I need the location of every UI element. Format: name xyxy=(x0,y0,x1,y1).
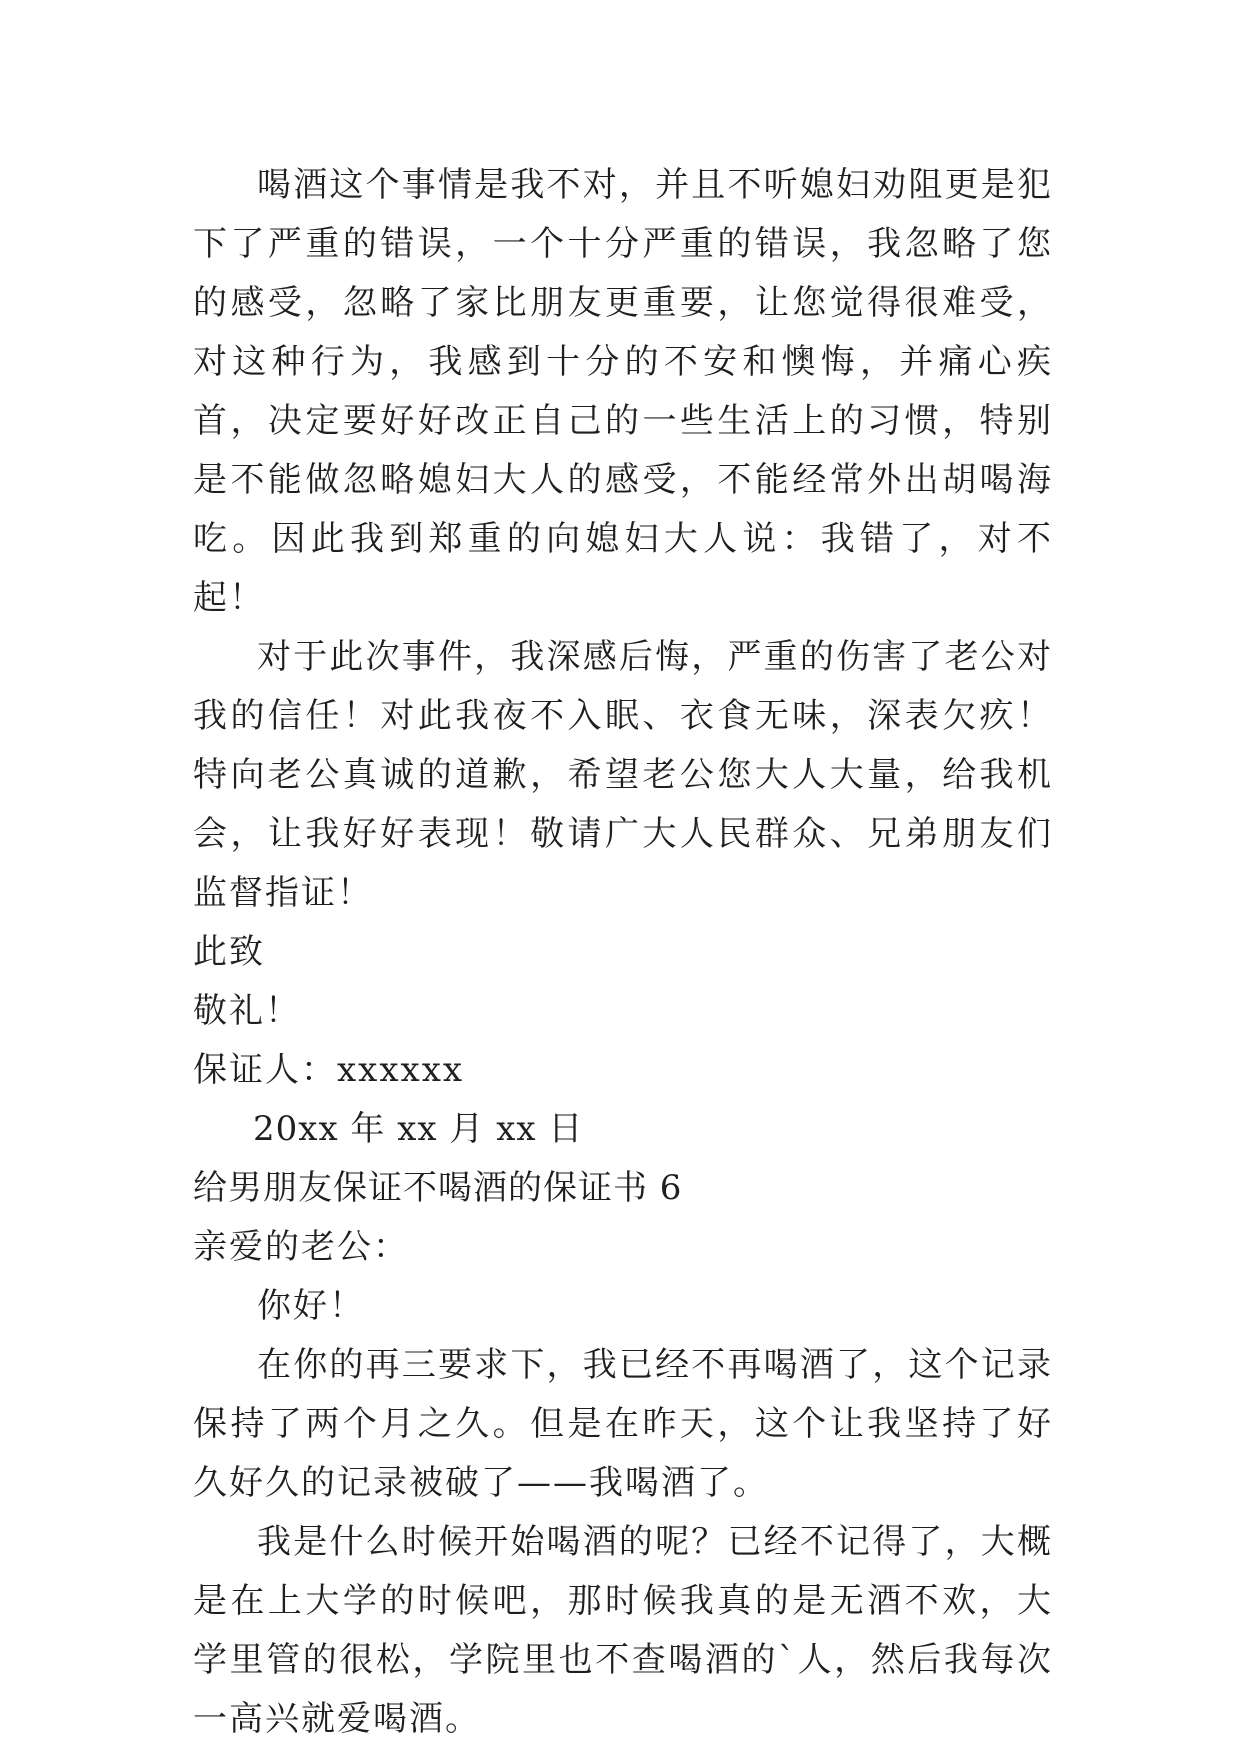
document-content xyxy=(193,156,1053,1749)
body-paragraph-2: 我是什么时候开始喝酒的呢？已经不记得了，大概是在上大学的时候吧，那时候我真的是无酒不欢，大学里管的很松，学院里也不查喝酒的`人，然后我每次一高兴就爱喝酒。 xyxy=(193,1522,1053,1739)
closing-line-1: 此致 xyxy=(193,932,265,972)
greeting: 你好！ xyxy=(257,1286,365,1326)
guarantor-line: 保证人：xxxxxx xyxy=(193,1050,465,1090)
body-paragraph-1: 在你的再三要求下，我已经不再喝酒了，这个记录保持了两个月之久。但是在昨天，这个让我坚持了好久好久的记录被破了——我喝酒了。 xyxy=(193,1345,1053,1503)
date-line: 20xx 年 xx 月 xx 日 xyxy=(253,1109,584,1149)
salutation: 亲爱的老公： xyxy=(193,1227,409,1267)
closing-line-2: 敬礼！ xyxy=(193,991,301,1031)
paragraph-2: 对于此次事件，我深感后悔，严重的伤害了老公对我的信任！对此我夜不入眠、衣食无味，深表欠疚！特向老公真诚的道歉，希望老公您大人大量，给我机会，让我好好表现！敬请广大人民群众、兄弟朋友们监督指证！ xyxy=(193,637,1053,913)
section-title: 给男朋友保证不喝酒的保证书 6 xyxy=(193,1168,683,1208)
paragraph-1: 喝酒这个事情是我不对，并且不听媳妇劝阻更是犯下了严重的错误，一个十分严重的错误，我忽略了您的感受，忽略了家比朋友更重要，让您觉得很难受，对这种行为，我感到十分的不安和懊悔，并痛心疾首，决定要好好改正自己的一些生活上的习惯，特别是不能做忽略媳妇大人的感受，不能经常外出胡喝海吃。因此我到郑重的向媳妇大人说：我错了，对不起！ xyxy=(193,165,1053,618)
